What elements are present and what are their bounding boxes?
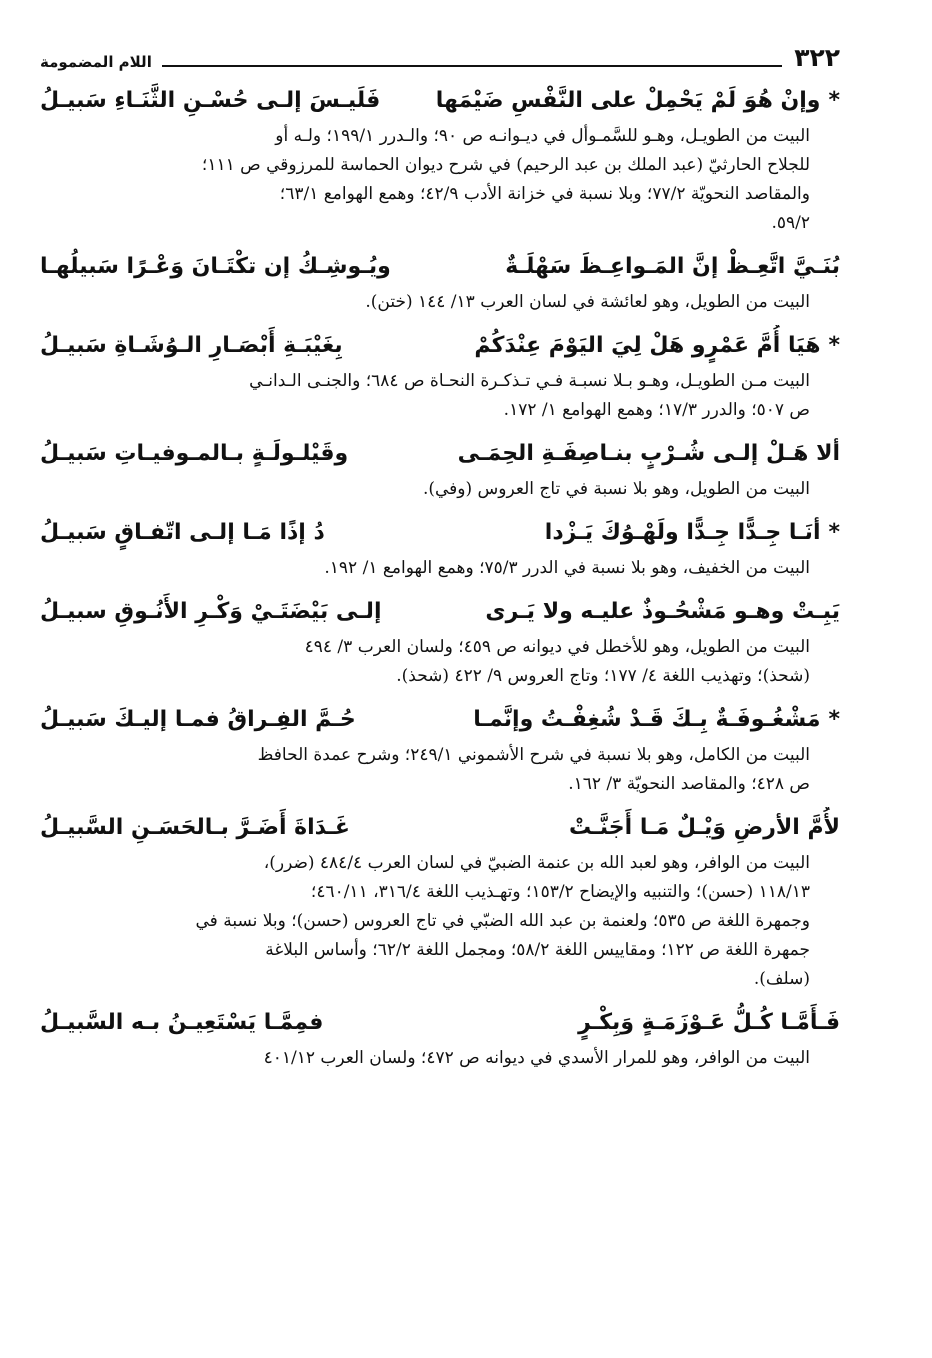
verse-line — [40, 80, 840, 122]
verse-line — [40, 1002, 840, 1044]
note-line: ٥٩/٢. — [771, 213, 810, 233]
verse-entry — [40, 325, 840, 425]
book-page — [40, 38, 840, 1073]
first-hemistich — [569, 807, 840, 849]
hemistich-text: ألا هَـلْ إلـى شُـرْبٍ بنـاصِفَـةِ الحِمَـى — [457, 441, 840, 466]
note-line: والمقاصد النحويّة ٧٧/٢؛ وبلا نسبة في خزانة الأدب ٤٢/٩؛ وهمع الهوامع ٦٣/١؛ — [279, 184, 810, 204]
first-hemistich — [505, 246, 840, 288]
star-marker: * — [828, 520, 840, 545]
note-line: البيت من الوافر، وهو لعبد الله بن عنمة الضبيّ في لسان العرب ٤٨٤/٤ (ضرر)، — [263, 853, 810, 873]
hemistich-text: مَشْغُـوفَـةٌ بِـكَ قَـدْ شُغِفْـتُ وإنَّمـا — [473, 707, 821, 732]
source-note — [40, 554, 840, 583]
verse-entry — [40, 433, 840, 504]
note-line: البيت من الخفيف، وهو بلا نسبة في الدرر ٧٥/٣؛ وهمع الهوامع ١/ ١٩٢. — [324, 558, 810, 578]
source-note — [40, 741, 840, 799]
verse-entry — [40, 512, 840, 583]
verse-line — [40, 807, 840, 849]
hemistich-text: يَبِـتْ وهـو مَشْحُـوذٌ عليـه ولا يَـرى — [485, 599, 840, 624]
source-note — [40, 633, 840, 691]
second-hemistich: إلـى بَيْضَتَـيْ وَكْـرِ الأَنُـوقِ سبيـلُ — [40, 599, 382, 624]
note-line: وجمهرة اللغة ص ٥٣٥؛ ولعنمة بن عبد الله الضبّي في تاج العروس (حسن)؛ وبلا نسبة في — [195, 911, 810, 931]
note-line: البيت من الطويل، وهو بلا نسبة في تاج العروس (وفي). — [422, 479, 810, 499]
note-line: البيت من الوافر، وهو للمرار الأسدي في ديوانه ص ٤٧٢؛ ولسان العرب ٤٠١/١٢ — [263, 1048, 810, 1068]
verse-entry — [40, 591, 840, 691]
entries-list — [40, 80, 840, 1073]
verse-entry — [40, 246, 840, 317]
first-hemistich — [474, 325, 840, 367]
source-note — [40, 122, 840, 238]
note-line: جمهرة اللغة ص ١٢٢؛ ومقاييس اللغة ٥٨/٢؛ ومجمل اللغة ٦٢/٢؛ وأساس البلاغة — [265, 940, 810, 960]
verse-entry — [40, 807, 840, 994]
note-line: (سلف). — [753, 969, 810, 989]
source-note — [40, 1044, 840, 1073]
note-line: للجلاح الحارثيّ (عبد الملك بن عبد الرحيم) في شرح ديوان الحماسة للمرزوقي ص ١١١؛ — [201, 155, 810, 175]
first-hemistich — [485, 591, 840, 633]
note-line: البيت من الطويـل، وهـو للسَّمـوأل في ديـوانـه ص ٩٠؛ والـدرر ١٩٩/١؛ ولـه أو — [275, 126, 810, 146]
second-hemistich: بِغَيْبَـةِ أَبْصَـارِ الـوُشَـاةِ سَبيـلُ — [40, 333, 343, 358]
first-hemistich — [545, 512, 840, 554]
hemistich-text: بُنَـيَّ اتَّعِـظْ إنَّ المَـواعِـظَ سَهْلَـةٌ — [505, 254, 840, 279]
page-header — [40, 38, 840, 72]
first-hemistich — [436, 80, 840, 122]
verse-line — [40, 699, 840, 741]
header-rule — [162, 65, 782, 67]
source-note — [40, 849, 840, 994]
note-line: ص ٥٠٧؛ والدرر ١٧/٣؛ وهمع الهوامع ١/ ١٧٢. — [503, 400, 810, 420]
second-hemistich: حُـمَّ الفِـراقُ فمـا إليـكَ سَبيـلُ — [40, 707, 356, 732]
star-marker: * — [828, 707, 840, 732]
second-hemistich: غَـدَاةَ أَضَـرَّ بـالحَسَـنِ السَّبيـلُ — [40, 815, 350, 840]
verse-line — [40, 512, 840, 554]
verse-line — [40, 433, 840, 475]
second-hemistich: ويُـوشِـكُ إن تكْتَـانَ وَعْـرًا سَبيلُهـا — [40, 254, 391, 279]
page-number: ٣٢٢ — [794, 43, 840, 72]
first-hemistich — [458, 433, 840, 475]
verse-entry — [40, 1002, 840, 1073]
verse-line — [40, 591, 840, 633]
second-hemistich: فمِمَّـا يَسْتَعِيـنُ بـه السَّبيـلُ — [40, 1010, 324, 1035]
note-line: البيت مـن الطويـل، وهـو بـلا نسبـة فـي تـذكـرة النحـاة ص ٦٨٤؛ والجنـى الـدانـي — [249, 371, 810, 391]
hemistich-text: هَيَا أُمَّ عَمْرٍو هَلْ لِيَ اليَوْمَ عِنْدَكُمْ — [474, 333, 821, 358]
second-hemistich: وقَيْلـولَـةٍ بـالمـوفيـاتِ سَبيـلُ — [40, 441, 349, 466]
note-line: ١١٨/١٣ (حسن)؛ والتنبيه والإيضاح ١٥٣/٢؛ وتهـذيب اللغة ٣١٦/٤، ٤٦٠/١١؛ — [310, 882, 810, 902]
first-hemistich — [473, 699, 840, 741]
note-line: البيت من الطويل، وهو للأخطل في ديوانه ص ٤٥٩؛ ولسان العرب ٣/ ٤٩٤ — [304, 637, 810, 657]
hemistich-text: فَـأَمَّـا كُـلُّ عَـوْزَمَـةٍ وَبِكْـرٍ — [578, 1010, 840, 1035]
note-line: البيت من الكامل، وهو بلا نسبة في شرح الأشموني ٢٤٩/١؛ وشرح عمدة الحافظ — [257, 745, 810, 765]
source-note — [40, 475, 840, 504]
note-line: (شحذ)؛ وتهذيب اللغة ٤/ ١٧٧؛ وتاج العروس ٩/ ٤٢٢ (شحذ). — [396, 666, 810, 686]
note-line: البيت من الطويل، وهو لعائشة في لسان العرب ١٣/ ١٤٤ (ختن). — [365, 292, 810, 312]
second-hemistich: فَلَيـسَ إلـى حُسْـنِ الثَّنَـاءِ سَبيـلُ — [40, 88, 381, 113]
hemistich-text: لأُمَّ الأرضِ وَيْـلٌ مَـا أَجَنَّـتْ — [568, 815, 840, 840]
verse-line — [40, 246, 840, 288]
chapter-title: اللام المضمومة — [40, 53, 152, 71]
verse-line — [40, 325, 840, 367]
verse-entry — [40, 80, 840, 238]
star-marker: * — [828, 333, 840, 358]
source-note — [40, 288, 840, 317]
hemistich-text: أنَـا جِـدًّا جِـدًّا ولَهْـوُكَ يَـزْدا — [544, 520, 821, 545]
hemistich-text: وإنْ هُوَ لَمْ يَحْمِلْ على النَّفْسِ ضَيْمَها — [435, 88, 821, 113]
verse-entry — [40, 699, 840, 799]
first-hemistich — [578, 1002, 840, 1044]
star-marker: * — [828, 88, 840, 113]
second-hemistich: دُ إذًا مَـا إلـى اتّفـاقٍ سَبيـلُ — [40, 520, 325, 545]
source-note — [40, 367, 840, 425]
note-line: ص ٤٢٨؛ والمقاصد النحويّة ٣/ ١٦٢. — [568, 774, 810, 794]
